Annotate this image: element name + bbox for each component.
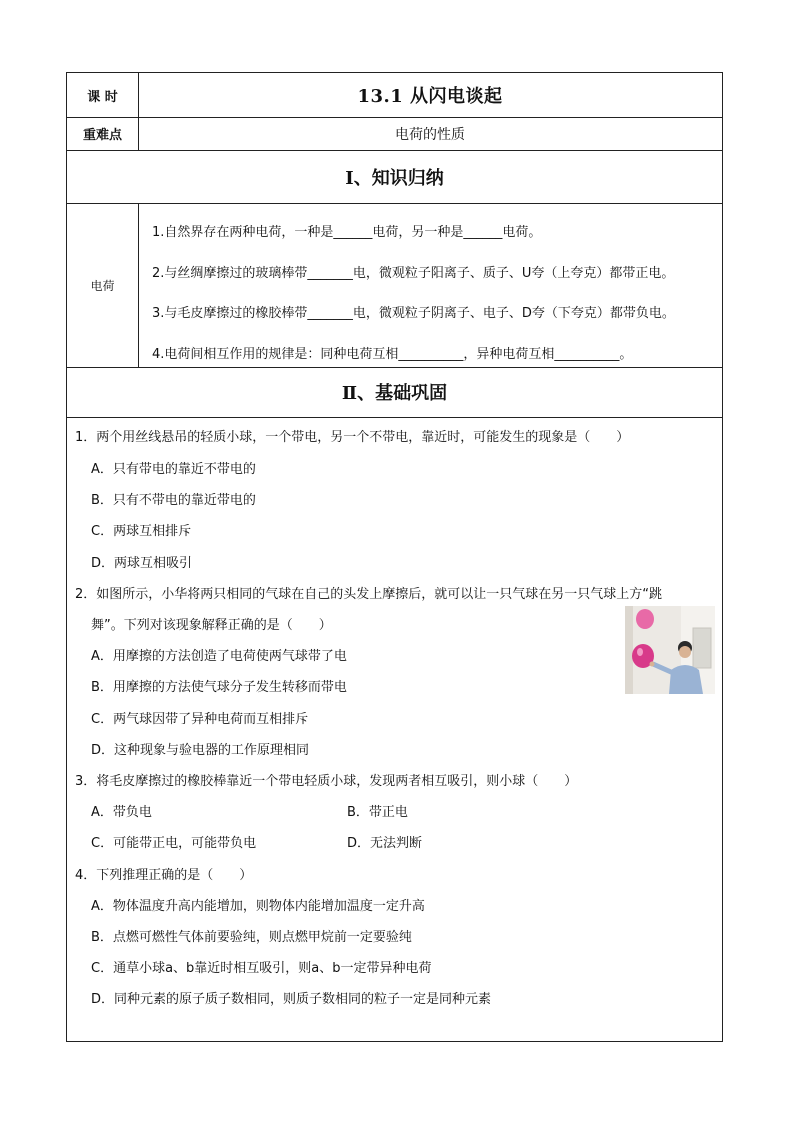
question-3-stem: 3．将毛皮摩擦过的橡胶棒靠近一个带电轻质小球，发现两者相互吸引，则小球（ ） <box>75 774 578 789</box>
question-2-stem-cont: 舞”。下列对该现象解释正确的是（ ） <box>91 618 332 633</box>
section-title-basics: Ⅱ、基础巩固 <box>341 383 448 404</box>
section-title-knowledge: I、知识归纳 <box>345 167 444 189</box>
period-label: 课 时 <box>87 89 118 105</box>
question-3-option-b: B．带正电 <box>347 805 408 820</box>
question-4-option-c: C．通草小球a、b靠近时相互吸引，则a、b一定带异种电荷 <box>91 961 432 976</box>
column-divider <box>138 203 139 367</box>
row-divider <box>67 203 722 204</box>
question-1-stem: 1．两个用丝线悬吊的轻质小球，一个带电，另一个不带电，靠近时，可能发生的现象是（ ） <box>75 430 630 445</box>
question-3-option-c: C．可能带正电，可能带负电 <box>91 836 257 851</box>
question-1-option-d: D．两球互相吸引 <box>91 556 193 571</box>
keypoint-value: 电荷的性质 <box>395 126 465 143</box>
charge-side-label: 电荷 <box>90 278 115 293</box>
knowledge-item: 2.与丝绸摩擦过的玻璃棒带_______电，微观粒子阳离子、质子、U夸（上夸克）都带正电。 <box>152 266 675 281</box>
question-4-option-a: A．物体温度升高内能增加，则物体内能增加温度一定升高 <box>91 899 425 914</box>
question-4-option-d: D．同种元素的原子质子数相同，则质子数相同的粒子一定是同种元素 <box>91 992 492 1007</box>
knowledge-item: 3.与毛皮摩擦过的橡胶棒带_______电，微观粒子阴离子、电子、D夸（下夸克）都带负电。 <box>152 306 675 321</box>
question-2-option-d: D．这种现象与验电器的工作原理相同 <box>91 743 310 758</box>
question-2-option-b: B．用摩擦的方法使气球分子发生转移而带电 <box>91 680 347 695</box>
knowledge-item: 1.自然界存在两种电荷，一种是______电荷，另一种是______电荷。 <box>152 225 542 240</box>
question-1-option-c: C．两球互相排斥 <box>91 524 192 539</box>
question-4-stem: 4．下列推理正确的是（ ） <box>75 868 253 883</box>
question-2-option-c: C．两气球因带了异种电荷而互相排斥 <box>91 712 309 727</box>
worksheet-table <box>66 72 723 1042</box>
question-2-stem: 2．如图所示，小华将两只相同的气球在自己的头发上摩擦后，就可以让一只气球在另一只气球上方“跳 <box>75 587 663 602</box>
question-3-option-d: D．无法判断 <box>347 836 423 851</box>
page-title: 13.1 从闪电谈起 <box>357 86 503 107</box>
question-3-option-a: A．带负电 <box>91 805 152 820</box>
keypoint-label: 重难点 <box>82 128 122 143</box>
balloon-photo <box>625 606 715 694</box>
question-1-option-a: A．只有带电的靠近不带电的 <box>91 462 256 477</box>
question-2-option-a: A．用摩擦的方法创造了电荷使两气球带了电 <box>91 649 347 664</box>
row-divider <box>67 417 722 418</box>
question-1-option-b: B．只有不带电的靠近带电的 <box>91 493 256 508</box>
knowledge-item: 4.电荷间相互作用的规律是：同种电荷互相__________，异种电荷互相__________。 <box>152 347 633 362</box>
question-4-option-b: B．点燃可燃性气体前要验纯，则点燃甲烷前一定要验纯 <box>91 930 412 945</box>
